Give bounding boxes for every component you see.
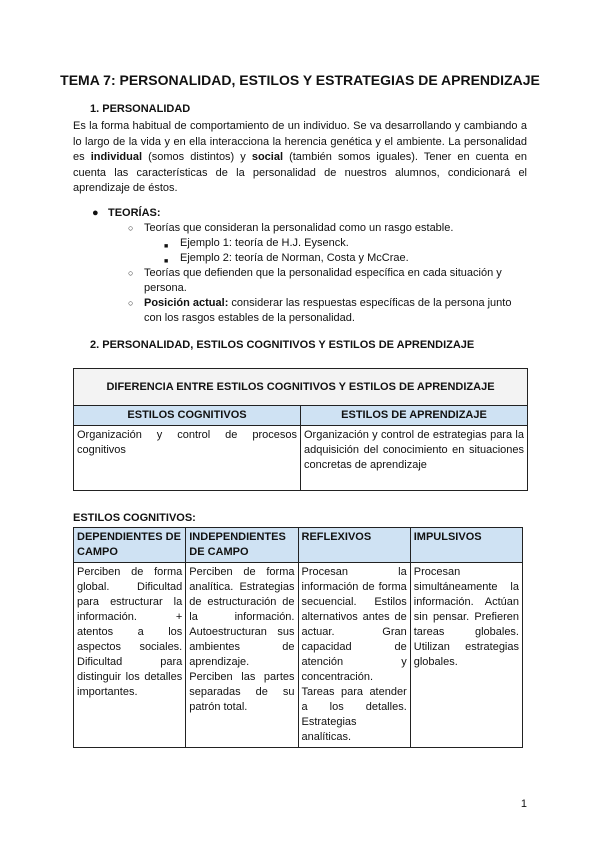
personalidad-paragraph — [73, 119, 527, 197]
text: Teorías que defienden que la personalidad específica en cada situación y persona. — [144, 267, 502, 294]
table-cell: Organización y control de procesos cognitivos — [74, 426, 301, 491]
text: Teorías que consideran la personalidad como un rasgo estable. — [144, 222, 454, 234]
list-item — [164, 236, 528, 251]
column-header: INDEPENDIENTES DE CAMPO — [186, 528, 298, 563]
page-title: TEMA 7: PERSONALIDAD, ESTILOS Y ESTRATEGIAS DE APRENDIZAJE — [60, 72, 540, 88]
table-cell: Procesan la información de forma secuencial. Estilos alternativos antes de actuar. Gran capacidad de atención y concentración. Tareas para atender a los detalles. Estrategias analíticas. — [298, 563, 410, 748]
estilos-label: ESTILOS COGNITIVOS: — [73, 512, 196, 524]
circle-bullet-icon: ○ — [128, 268, 134, 278]
list-item — [128, 221, 528, 236]
text: Es la forma habitual de comportamiento de un individuo. Se va desarrollando y cambiando a lo largo de la vida y en ella interacciona la herencia genética y el ambiente. La personalidad es — [73, 120, 527, 163]
table-cell: Organización y control de estrategias para la adquisición del conocimiento en situaciones concretas de aprendizaje — [301, 426, 528, 491]
table-cell: Procesan simultáneamente la información. Actúan sin pensar. Prefieren tareas globales. Utilizan estrategias globales. — [410, 563, 522, 748]
estilos-cognitivos-table — [73, 527, 523, 748]
teorias-label: TEORÍAS: — [108, 207, 161, 219]
bold-text: Posición actual: — [144, 297, 229, 309]
column-header: ESTILOS DE APRENDIZAJE — [301, 406, 528, 426]
circle-bullet-icon: ○ — [128, 298, 134, 308]
diferencia-table — [73, 368, 528, 491]
column-header: DEPENDIENTES DE CAMPO — [74, 528, 186, 563]
table-title: DIFERENCIA ENTRE ESTILOS COGNITIVOS Y ESTILOS DE APRENDIZAJE — [74, 369, 528, 406]
text: Ejemplo 2: teoría de Norman, Costa y McCrae. — [180, 252, 409, 264]
text: (somos distintos) y — [142, 151, 252, 163]
bold-text: individual — [90, 151, 143, 163]
square-bullet-icon: ■ — [164, 258, 169, 265]
column-header: IMPULSIVOS — [410, 528, 522, 563]
text: considerar las respuestas específicas de la persona junto con los rasgos estables de la personalidad. — [144, 297, 512, 324]
page-number: 1 — [520, 798, 527, 810]
text: (también somos iguales). Tener en cuenta en cuenta las características de la personalidad de nuestros alumnos, condicionará el aprendizaje de éstos. — [73, 151, 528, 194]
table-cell: Perciben de forma analítica. Estrategias de estructuración de la información. Autoestructuran sus ambientes de aprendizaje. Perciben las partes separadas de su patrón total. — [186, 563, 298, 748]
circle-bullet-icon: ○ — [128, 223, 134, 233]
section-2-heading: 2. PERSONALIDAD, ESTILOS COGNITIVOS Y ESTILOS DE APRENDIZAJE — [90, 339, 475, 351]
list-item — [92, 206, 528, 221]
list-item — [164, 251, 528, 266]
table-cell: Perciben de forma global. Dificultad para estructurar la información. + atentos a los aspectos sociales. Dificultad para distinguir los detalles importantes. — [74, 563, 186, 748]
list-item — [128, 296, 514, 326]
bullet-icon: ● — [92, 207, 99, 219]
column-header: ESTILOS COGNITIVOS — [74, 406, 301, 426]
square-bullet-icon: ■ — [164, 243, 169, 250]
text: Ejemplo 1: teoría de H.J. Eysenck. — [180, 237, 349, 249]
column-header: REFLEXIVOS — [298, 528, 410, 563]
teorias-list — [92, 206, 528, 326]
bold-text: social — [251, 151, 284, 163]
section-1-heading: 1. PERSONALIDAD — [90, 103, 191, 115]
list-item — [128, 266, 514, 296]
